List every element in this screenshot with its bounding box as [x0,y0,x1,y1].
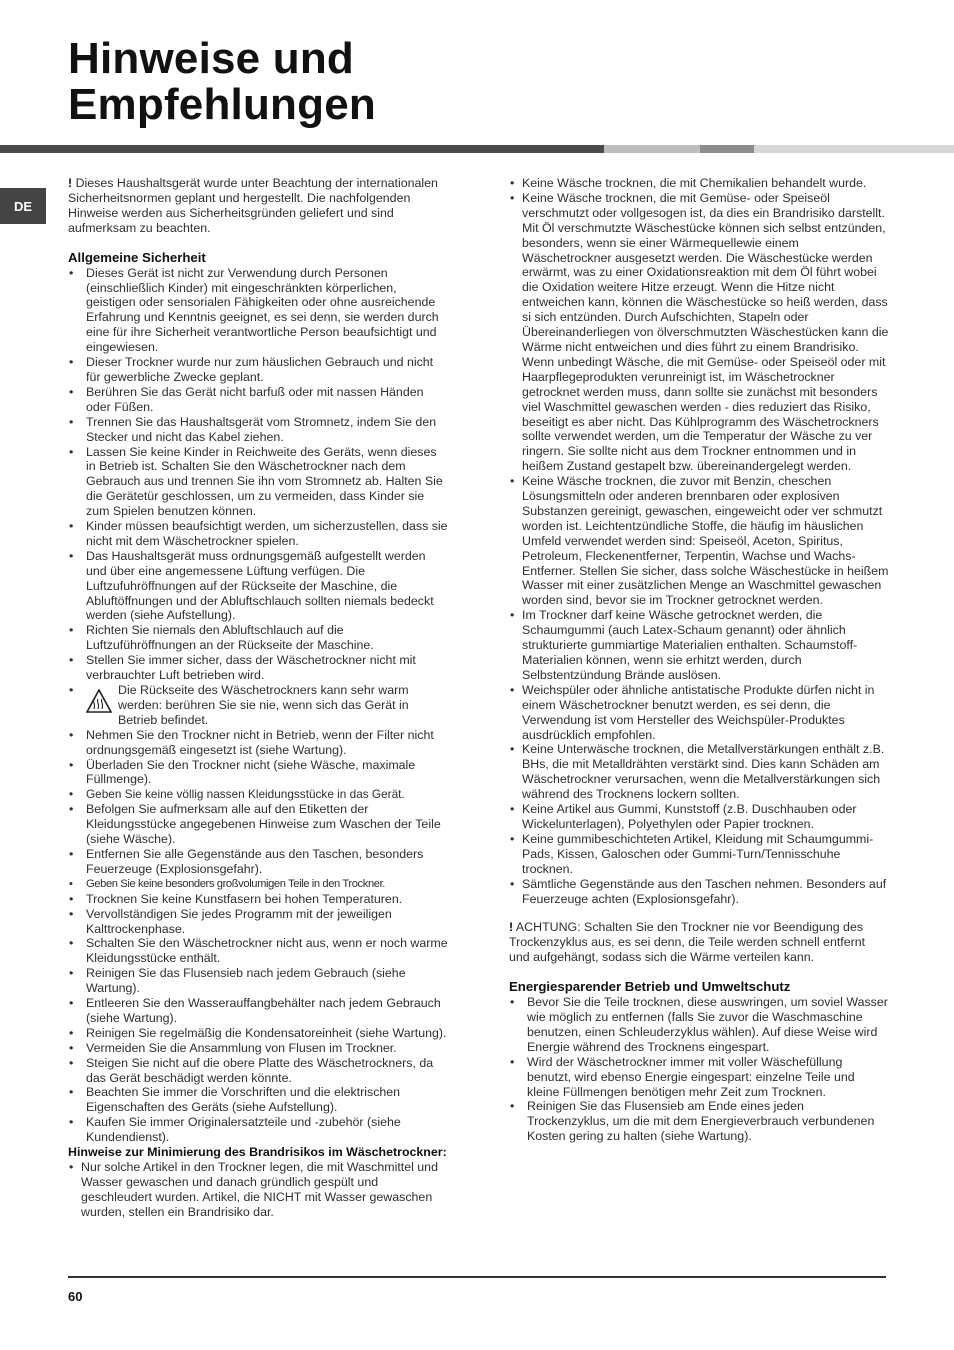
header-rule-grey [604,145,700,153]
list-item: • Wird der Wäschetrockner immer mit voller Wäschefüllung benutzt, wird ebenso Energie eingespart: einzelne Teile und kleine Füllmengen benötigen mehr Zeit zum Trocknen. [510,1054,855,1099]
hot-surface-warning-icon [86,683,118,728]
list-item: • Bevor Sie die Teile trocknen, diese auswringen, um soviel Wasser wie möglich zu entfernen (falls Sie zuvor die Waschmaschine benutzen, einen Schleuderzyklus wählen). Auf diese Weise wird Energie während des Trocknens eingespart. [510,995,888,1054]
fire-risk-heading: Hinweise zur Minimierung des Brandrisikos im Wäschetrockner: [68,1145,447,1160]
safety-list [68,266,448,1145]
right-column [509,176,889,1144]
intro-paragraph [68,176,448,236]
fire-risk-list-right [509,176,889,906]
list-item: • Reinigen Sie das Flusensieb nach jedem Gebrauch (siehe Wartung). [69,966,406,996]
list-item: • Entleeren Sie den Wasserauffangbehälter nach jedem Gebrauch (siehe Wartung). [69,996,441,1025]
list-item: • Richten Sie niemals den Abluftschlauch auf die Luftzuführöffnungen an der Rückseite der Maschine. [69,623,374,653]
intro-text: Dieses Haushaltsgerät wurde unter Beachtung der internationalen Sicherheitsnormen geplant und hergestellt. Die nachfolgenden Hinweise werden aus Sicherheitsgründen geliefert und sind aufmerksam zu beachten. [68,176,438,235]
left-column [68,176,448,1220]
list-item: • Stellen Sie immer sicher, dass der Wäschetrockner nicht mit verbrauchter Luft betrieben wird. [69,653,416,683]
title-heading [68,36,376,128]
list-item: • Steigen Sie nicht auf die obere Platte des Wäschetrockners, da das Gerät beschädigt werden könnte. [69,1055,434,1085]
list-item: • Weichspüler oder ähnliche antistatische Produkte dürfen nicht in einem Wäschetrockner benutzt werden, es sei denn, die Verwendung ist vom Hersteller des Weichspüler-Produktes ausdrücklich empfohlen. [510,682,875,742]
list-item: • Nehmen Sie den Trockner nicht in Betrieb, wenn der Filter nicht ordnungsgemäß eingesetzt ist (siehe Wartung). [69,727,434,757]
title-line-1: Hinweise und [68,34,354,83]
attention-mark: ! [68,176,73,190]
list-item: • Schalten Sie den Wäschetrockner nicht aus, wenn er noch warme Kleidungsstücke enthält. [69,936,448,966]
header-rule-dark [0,145,604,153]
list-item: • Dieses Gerät ist nicht zur Verwendung durch Personen (einschließlich Kinder) mit eingeschränkten körperlichen, geistigen oder sensorialen Fähigkeiten oder ohne ausreichende Erfahrung und Kenntnis geeignet, es sei denn, sie werden durch eine für ihre Sicherheit verantwortliche Person beaufsichtigt und eingewiesen. [69,265,439,355]
hot-surface-text: Die Rückseite des Wäschetrockners kann sehr warm werden: berühren Sie sie nie, wenn sich das Gerät in Betrieb befindet. [118,683,409,727]
list-item-hot-surface: • Die Rückseite des Wäschetrockners kann sehr warm werden: berühren Sie sie nie, wenn sich das Gerät in Betrieb befindet. [68,683,448,728]
list-item: • Kinder müssen beaufsichtigt werden, um sicherzustellen, dass sie nicht mit dem Wäschetrockner spielen. [69,519,448,548]
header-rule-darkgrey [700,145,754,153]
section-heading-energy: Energiesparender Betrieb und Umweltschutz [509,979,791,995]
list-item: • Kaufen Sie immer Originalersatzteile und -zubehör (siehe Kundendienst). [69,1115,401,1145]
title-line-2: Empfehlungen [68,80,376,129]
list-item: • Dieser Trockner wurde nur zum häuslichen Gebrauch und nicht für gewerbliche Zwecke geplant. [69,355,434,384]
language-tab: DE [0,188,46,224]
list-item: • Trennen Sie das Haushaltsgerät vom Stromnetz, indem Sie den Stecker und nicht das Kabel ziehen. [69,414,437,444]
list-item: • Geben Sie keine besonders großvolumigen Teile in den Trockner. [69,877,386,890]
footer-rule [68,1276,886,1278]
list-item: • Reinigen Sie regelmäßig die Kondensatoreinheit (siehe Wartung). [69,1025,447,1040]
list-item: • Befolgen Sie aufmerksam alle auf den Etiketten der Kleidungsstücke angegebenen Hinweise zum Waschen der Teile (siehe Wäsche). [69,802,441,847]
list-item: • Sämtliche Gegenstände aus den Taschen nehmen. Besonders auf Feuerzeuge achten (Explosionsgefahr). [510,876,887,906]
list-item: • Überladen Sie den Trockner nicht (siehe Wäsche, maximale Füllmenge). [69,757,416,787]
list-item: • Keine Unterwäsche trocknen, die Metallverstärkungen enthält z.B. BHs, die mit Metalldrähten verstärkt sind. Dies kann Schäden am Wäschetrockner verursachen, wenn die Metallverstärkungen sich während des Trocknens lockern sollten. [510,742,885,802]
list-item: • Keine gummibeschichteten Artikel, Kleidung mit Schaumgummi-Pads, Kissen, Galoschen oder Gummi-Turn/Tennisschuhe trocknen. [510,831,874,876]
list-item: • Geben Sie keine völlig nassen Kleidungsstücke in das Gerät. [69,787,405,802]
header-rule-light [754,145,954,153]
achtung-text: ACHTUNG: Schalten Sie den Trockner nie vor Beendigung des Trockenzyklus aus, es sei denn, die Teile werden schnell entfernt und aufgehängt, sodass sich die Wärme verteilen kann. [509,920,866,965]
fire-risk-list-left [68,1160,448,1220]
list-item: • Das Haushaltsgerät muss ordnungsgemäß aufgestellt werden und über eine angemessene Lüftung verfügen. Die Luftzufuhröffnungen auf der Rückseite der Maschine, die Abluftöffnungen und der Abluftschlauch sollten niemals bedeckt werden (siehe Aufstellung). [69,548,434,623]
energy-list [509,995,889,1144]
list-item: • Nur solche Artikel in den Trockner legen, die mit Waschmittel und Wasser gewaschen und danach gründlich gespült und geschleudert wurden. Artikel, die NICHT mit Wasser gewaschen wurden, stellen ein Brandrisiko dar. [69,1160,438,1219]
list-item: • Vervollständigen Sie jedes Programm mit der jeweiligen Kalttrockenphase. [69,906,392,936]
section-heading-safety: Allgemeine Sicherheit [68,249,206,265]
list-item: • Berühren Sie das Gerät nicht barfuß oder mit nassen Händen oder Füßen. [69,384,424,414]
attention-mark: ! [509,920,514,935]
list-item: • Trocknen Sie keine Kunstfasern bei hohen Temperaturen. [69,891,403,906]
list-item: • Entfernen Sie alle Gegenstände aus den Taschen, besonders Feuerzeuge (Explosionsgefahr). [69,846,424,876]
achtung-paragraph [509,920,889,965]
list-item: • Lassen Sie keine Kinder in Reichweite des Geräts, wenn dieses in Betrieb ist. Schalten Sie den Wäschetrockner nach dem Gebrauch aus und trennen Sie ihn vom Stromnetz ab. Halten Sie die Gerätetür geschlossen, um zu vermeiden, dass Kinder sie zum Spielen benutzen können. [69,444,443,519]
list-item: • Keine Wäsche trocknen, die zuvor mit Benzin, cheschen Lösungsmitteln oder anderen brennbaren oder explosiven Substanzen gereinigt, gewaschen, eingeweicht oder ver schmutzt worden ist. Leichtentzündliche Stoffe, die häufig im häuslichen Umfeld verwendet werden sind: Speiseöl, Aceton, Spiritus, Petroleum, Fleckenentferner, Terpentin, Wachse und Wachs-Entferner. Stellen Sie sicher, dass solche Wäschestücke in heißem Wasser mit einer zusätzlichen Menge an Waschmittel gewaschen worden sind, bevor sie im Trockner getrocknet werden. [510,474,889,608]
list-item: • Keine Artikel aus Gummi, Kunststoff (z.B. Duschhauben oder Wickelunterlagen), Polyethylen oder Papier trocknen. [510,802,857,831]
list-item: • Keine Wäsche trocknen, die mit Chemikalien behandelt wurde. [510,176,867,190]
list-item: • Im Trockner darf keine Wäsche getrocknet werden, die Schaumgummi (auch Latex-Schaum genannt) oder ähnlich strukturierte gummiartige Materialien enthalten. Schaumstoff-Materialien können, wenn sie erhitzt werden, durch Selbstentzündung Brände auslösen. [510,608,858,682]
list-item: • Reinigen Sie das Flusensieb am Ende eines jeden Trockenzyklus, um die mit dem Energieverbrauch verbundenen Kosten gering zu halten (siehe Wartung). [510,1099,875,1144]
list-item: • Beachten Sie immer die Vorschriften und die elektrischen Eigenschaften des Geräts (siehe Aufstellung). [69,1085,401,1115]
list-item: • Vermeiden Sie die Ansammlung von Flusen im Trockner. [69,1040,397,1055]
list-item: • Keine Wäsche trocknen, die mit Gemüse- oder Speiseöl verschmutzt oder vollgesogen ist, da dies ein Brandrisiko darstellt. Mit Öl verschmutzte Wäschestücke können sich selbst entzünden, besonders, wenn sie einer Wärmequellewie einem Wäschetrockner ausgesetzt werden. Die Wäschestücke werden erwärmt, was zu einer Oxidationsreaktion mit dem Öl führt wobei die Oxidation weitere Hitze erzeugt. Wenn die Hitze nicht entweichen kann, können die Wäschestücke so heiß werden, dass si sich entzünden. Durch Aufschichten, Stapeln oder Übereinanderliegen von ölverschmutzten Wäschestücken kann die Wärme nicht entweichen und dies führt zu einem Brandrisiko. Wenn unbedingt Wäsche, die mit Gemüse- oder Speiseöl oder mit Haarpflegeprodukten verunreinigt ist, im Wäschetrockner getrocknet werden muss, dann sollte sie zunächst mit besonders viel Waschmittel gewaschen werden - dies reduziert das Risiko, beseitigt es aber nicht. Das Kühlprogramm des Wäschetrockners sollte verwendet werden, um die Temperatur der Wäsche zu ver ringern. Sie sollte nicht aus dem Trockner entnommen und in heißem Zustand gestapelt bzw. übereinandergelegt werden. [510,190,889,474]
page-number: 60 [68,1289,83,1304]
